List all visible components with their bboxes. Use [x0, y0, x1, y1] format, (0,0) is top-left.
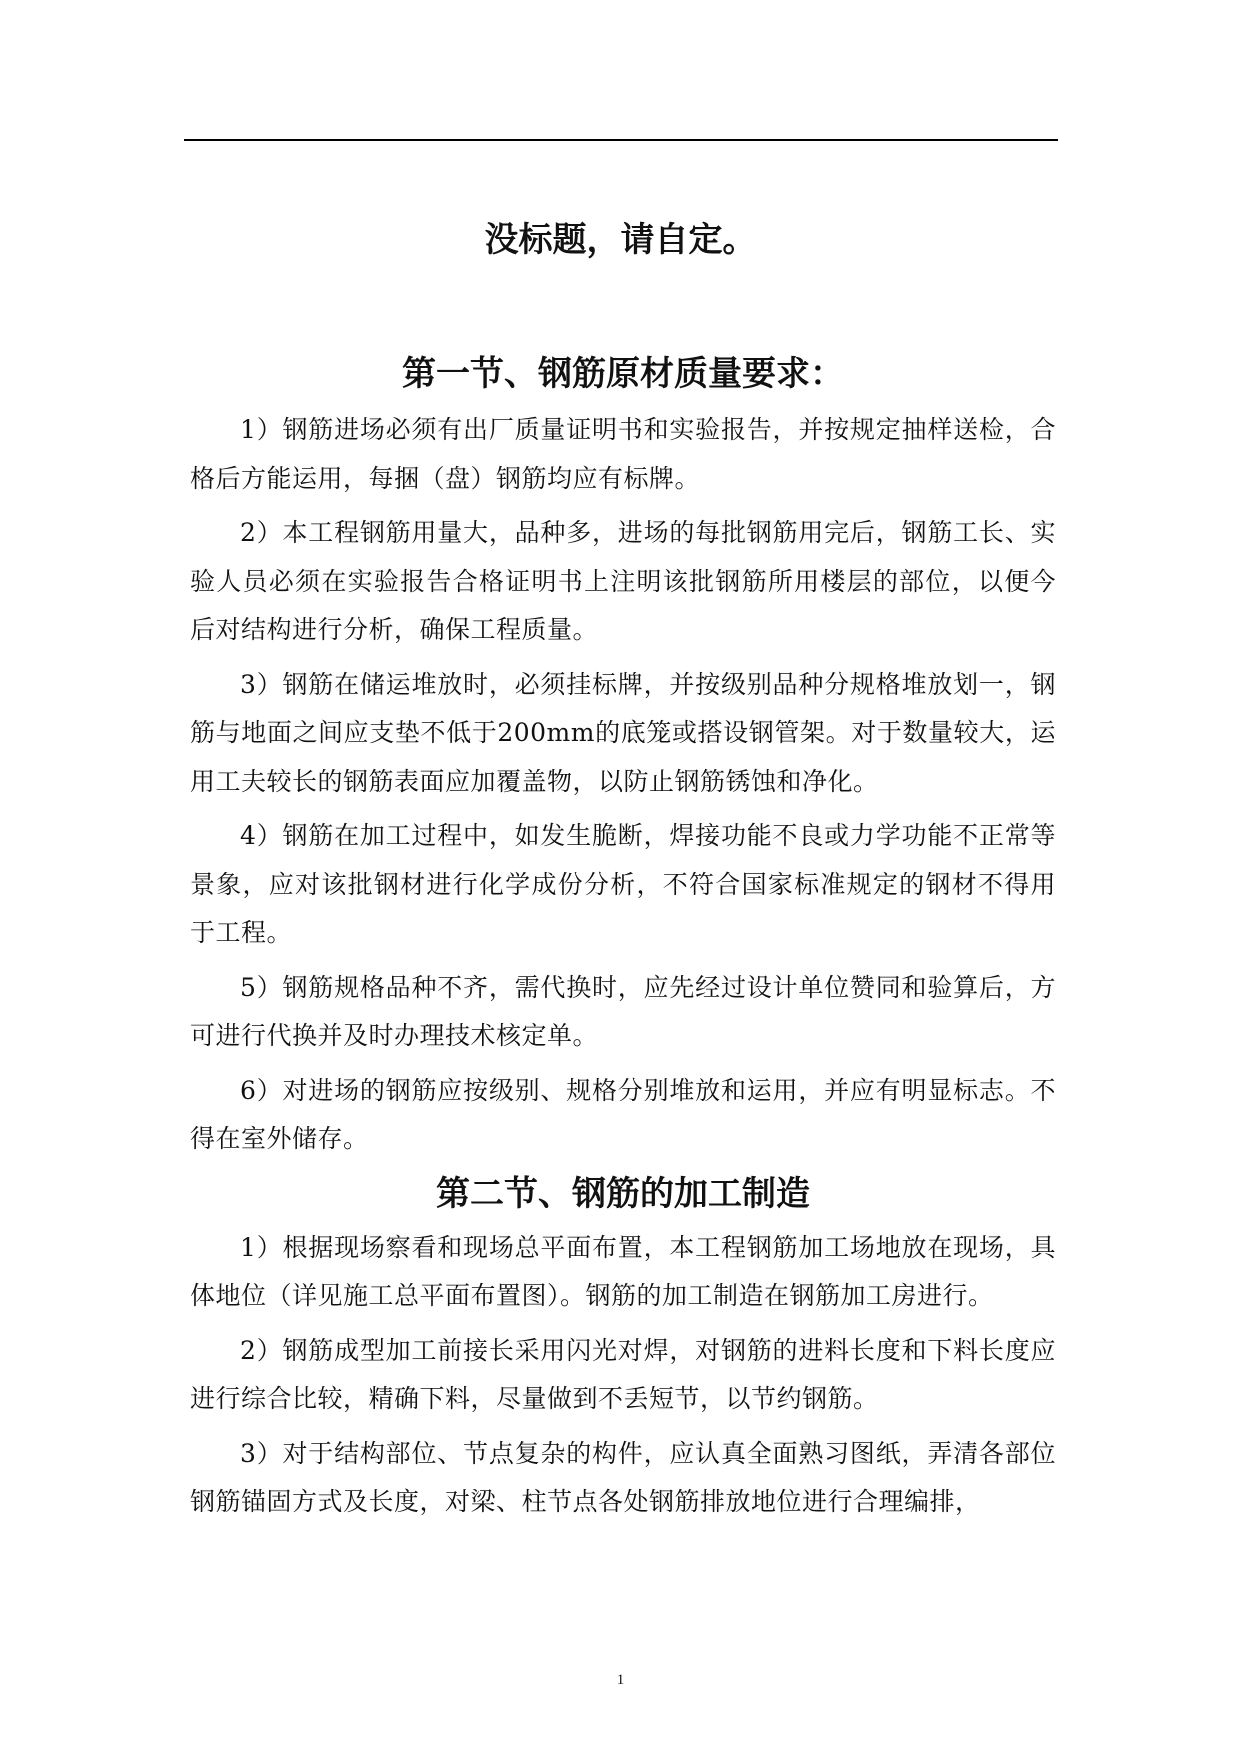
paragraph: 3）对于结构部位、节点复杂的构件，应认真全面熟习图纸，弄清各部位钢筋锚固方式及长度，对梁、柱节点各处钢筋排放地位进行合理编排，	[190, 1438, 1056, 1516]
section-heading-1: 第一节、钢筋原材质量要求：	[402, 354, 844, 394]
paragraph: 4）钢筋在加工过程中，如发生脆断，焊接功能不良或力学功能不正常等景象，应对该批钢材进行化学成份分析，不符合国家标准规定的钢材不得用于工程。	[190, 821, 1056, 947]
header-rule	[184, 139, 1058, 141]
paragraph: 2）本工程钢筋用量大，品种多，进场的每批钢筋用完后，钢筋工长、实验人员必须在实验报告合格证明书上注明该批钢筋所用楼层的部位，以便今后对结构进行分析，确保工程质量。	[190, 518, 1056, 644]
paragraph: 2）钢筋成型加工前接长采用闪光对焊，对钢筋的进料长度和下料长度应进行综合比较，精确下料，尽量做到不丢短节，以节约钢筋。	[190, 1335, 1056, 1413]
paragraph: 1）根据现场察看和现场总平面布置，本工程钢筋加工场地放在现场，具体地位（详见施工总平面布置图）。钢筋的加工制造在钢筋加工房进行。	[190, 1232, 1056, 1310]
paragraph: 3）钢筋在储运堆放时，必须挂标牌，并按级别品种分规格堆放划一，钢筋与地面之间应支垫不低于200mm的底笼或搭设钢管架。对于数量较大，运用工夫较长的钢筋表面应加覆盖物，以防止钢筋锈蚀和净化。	[190, 669, 1056, 796]
document-body	[190, 350, 1056, 1533]
document-title: 没标题，请自定。	[484, 220, 757, 260]
paragraph: 1）钢筋进场必须有出厂质量证明书和实验报告，并按规定抽样送检，合格后方能运用，每捆（盘）钢筋均应有标牌。	[190, 415, 1056, 493]
section-heading-2: 第二节、钢筋的加工制造	[436, 1173, 810, 1214]
page-number: 1	[616, 1672, 625, 1688]
paragraph: 5）钢筋规格品种不齐，需代换时，应先经过设计单位赞同和验算后，方可进行代换并及时办理技术核定单。	[190, 972, 1056, 1050]
paragraph: 6）对进场的钢筋应按级别、规格分别堆放和运用，并应有明显标志。不得在室外储存。	[190, 1075, 1056, 1153]
